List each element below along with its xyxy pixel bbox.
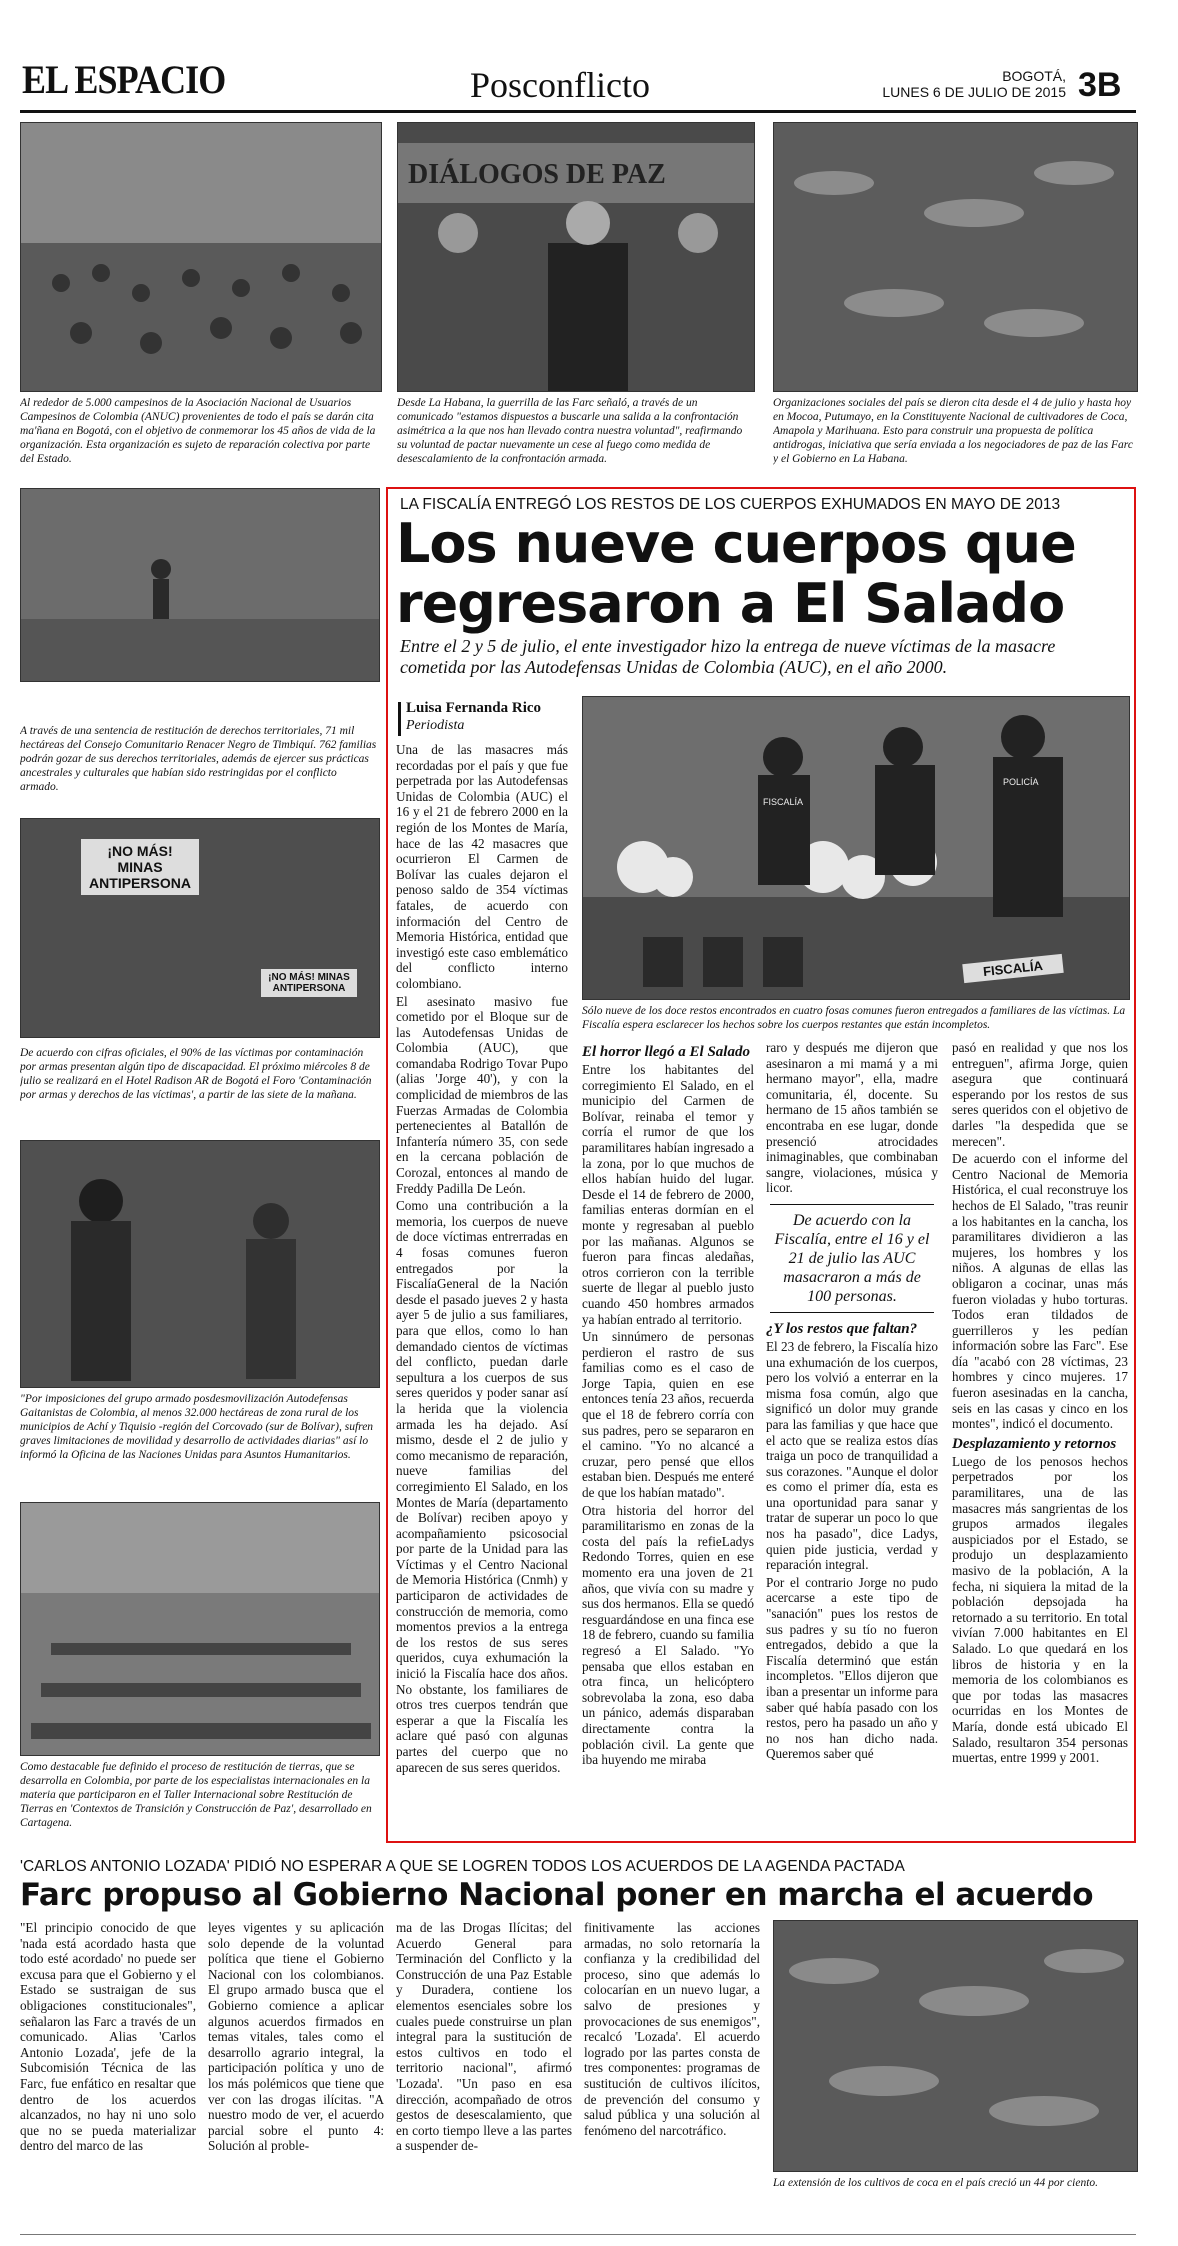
bottom-col-2: leyes vigentes y su aplicación solo depende de la voluntad política que tiene el Gobierno Nacional con los colombianos. El grupo armado busca que el Gobierno comience a aplicar algunos acuerdos firmados en temas vitales, tales como el desarrollo agrario integral, la participación política y uno de los más polémicos que tiene que ver con las drogas ilícitas. "A nuestro modo de ver, el acuerdo parcial sobre el punto 4: Solución al proble- [208, 1920, 384, 2154]
bottom-title: Farc propuso al Gobierno Nacional poner en marcha el acuerdo [20, 1877, 1094, 1913]
author-name: Luisa Fernanda Rico [406, 700, 542, 716]
paragraph: Una de las masacres más recordadas por el país y que fue perpetrada por las Autodefensas Unidas de Colombia (AUC) el 16 y el 21 de febrero 2000 en la región de los Montes de María, hace de las 42 masacres que ocurrieron El Carmen de Bolívar las cuales dejaron el penoso saldo de 354 víctimas fatales, de acuerdo con información del Centro de Memoria Histórica, entidad que investigó este caso emblemático del conflicto interno colombiano. [396, 742, 568, 991]
section-title: Posconflicto [470, 65, 650, 105]
caption-entrega-restos: Sólo nueve de los doce restos encontrados en cuatro fosas comunes fueron entregados a familiares de las víctimas. La Fiscalía espera esclarecer los hechos sobre los cuerpos restantes que están incompletos. [582, 1005, 1126, 1031]
photo-cultivos-coca [773, 1920, 1138, 2172]
paragraph: De acuerdo con el informe del Centro Nacional de Memoria Histórica, el cual reconstruye los hechos de El Salado, "tras reunir a los habitantes en la cancha, los paramilitares dividieron a las mujeres, los hombres y los niños. A algunas de ellas las obligaron a cocinar, unas más fueron violadas y hubo torturas. Todos eran tildados de guerrilleros y les pedían información sobre las Farc". Ese día "acabó con 28 víctimas, 23 hombres y cinco mujeres. 17 fueron asesinadas en la cancha, seis en las casas y cinco en los montes", indicó el documento. [952, 1151, 1128, 1432]
tape-label: FISCALÍA [962, 954, 1063, 983]
article-col-1 [396, 742, 568, 1838]
subhead-horror: El horror llegó a El Salado [582, 1044, 750, 1060]
header-rule [20, 110, 1136, 113]
paragraph: Como una contribución a la memoria, los cuerpos de nueve de doce víctimas entrerradas en 4 fosas comunes fueron entregados por la FiscalíaGeneral de la Nación desde el pasado jueves 2 y hasta ayer 5 de julio a sus familiares, para que ellos, como lo han demandado cientos de víctimas del conflicto, puedan darle sepultura a los cuerpos de sus seres queridos y poder sanar así la herida que la violencia armada les ha dejado. Así mismo, desde el 2 de julio y como mecanismo de reparación, nueve familias del corregimiento El Salado, en los Montes de María (departamento de Bolívar) reciben apoyo y acompañamiento psicosocial por parte de la Unidad para las Víctimas y el Centro Nacional de Memoria Histórica (Cnmh) y participaron de actividades de construcción de memoria, como momentos previos a la entrega de los restos de sus seres queridos, cuya exhumación la inició la Fiscalía hace dos años. No obstante, los familiares de otros tres cuerpos tendrán que esperar a que la Fiscalía les aclare qué pasó con algunas partes del cuerpo que no aparecen de sus seres queridos. [396, 1198, 568, 1775]
photo-coca-plants [773, 122, 1138, 392]
subhead-desplazamiento: Desplazamiento y retornos [952, 1435, 1117, 1452]
footer-rule [20, 2234, 1136, 2235]
byline-rule [398, 702, 401, 736]
photo-campesinos [20, 122, 382, 392]
caption-campesinos: Al rededor de 5.000 campesinos de la Asociación Nacional de Usuarios Campesinos de Colombia (ANUC) provenientes de todo el país se darán cita ma'ñana en Bogotá, con el objetivo de conmemorar los 45 años de vida de la organización. Esta organización es sujeto de reparación colectiva por parte del Estado. [20, 397, 376, 465]
bottom-col-1: "El principio conocido de que 'nada está acordado hasta que todo esté acordado' no puede ser excusa para que el Gobierno y el Estado se sustraigan de sus obligaciones constitucionales", señalaron las Farc a través de un comunicado. Alias 'Carlos Antonio Lozada', jefe de la Subcomisión Técnica de las Farc, fue enfático en resaltar que dentro de los acuerdos alcanzados, no hay ni uno solo que no se pueda materializar dentro del marco de las [20, 1920, 196, 2154]
photo-minas [20, 818, 380, 1038]
paragraph: El asesinato masivo fue cometido por el Bloque sur de las Autodefensas Unidas de Colombia (AUC), que comandaba Rodrigo Tovar Pupo (alias 'Jorge 40'), y con la complicidad de miembros de las Fuerzas Armadas de Colombia pertenecientes al Batallón de Infantería número 35, con sede en la cercana población de Corozal, entonces al mando de Freddy Padilla De León. [396, 993, 568, 1196]
paragraph: Otra historia del horror del paramilitarismo en zonas de la costa del país la refieLadys Redondo Torres, quien en ese momento era una joven de 21 años, que vivía con su madre y sus dos hermanos. Ella se quedó resguardándose en una finca ese 18 de febrero, cuando su familia regresó a El Salado. "Yo pensaba que ellos estaban en otra finca, un helicóptero sobrevolaba la zona, eso daba un pánico, además disparaban directamente contra la población civil. La gente que iba huyendo me miraba [582, 1502, 754, 1768]
caption-autodefensas: "Por imposiciones del grupo armado posdesmovilización Autodefensas Gaitanistas de Colombia, al menos 32.000 hectáreas de zona rural de los municipios de Achí y Tiquisio -región del Corcovado (sur de Bolívar), sufren graves limitaciones de movilidad y desarrollo de actividades diarias" así lo informó la Oficina de las Naciones Unidas para Asuntos Humanitarios. [20, 1393, 374, 1461]
bottom-col-3: ma de las Drogas Ilícitas; del Acuerdo General para Terminación del Conflicto y la Construcción de una Paz Estable y Duradera, contiene los elementos esenciales sobre los cuales puede construirse un plan integral para la sustitución de estos cultivos en todo el territorio nacional", afirmó 'Lozada'. "Un paso en esa dirección, acompañado de otros gestos de desescalamiento, que en corto tiempo lleve a las partes a suspender de- [396, 1920, 572, 2154]
bottom-col-4: finitivamente las acciones armadas, no solo retornaría la confianza y la credibilidad del proceso, sino que además lo colocarían en un nuevo lugar, a salvo de presiones y provocaciones de sus enemigos", recalcó 'Lozada'. El acuerdo logrado por las partes consta de tres componentes: programas de sustitución de cultivos ilícitos, de prevención del consumo y salud pública y una solución al fenómeno del narcotráfico. [584, 1920, 760, 2138]
vest-label-policia: POLICÍA [1003, 777, 1039, 787]
header-date: LUNES 6 DE JULIO DE 2015 [882, 84, 1066, 100]
article-kicker: LA FISCALÍA ENTREGÓ LOS RESTOS DE LOS CUERPOS EXHUMADOS EN MAYO DE 2013 [400, 496, 1061, 513]
photo-entrega-restos [582, 696, 1130, 1000]
article-title-line2: regresaron a El Salado [396, 572, 1065, 635]
vest-label-fiscalia: FISCALÍA [763, 797, 804, 807]
paragraph: raro y después me dijeron que asesinaron a mi mamá y a mi hermano mayor", ella, madre comunitaria, él, docente. Su hermano de 15 años también se encontraba en ese lugar, donde presenció atrocidades inimaginables, que combinaban sangre, violaciones, música y licor. [766, 1040, 938, 1196]
photo-farc-press [397, 122, 755, 392]
header-city: BOGOTÁ, [1002, 68, 1066, 84]
caption-taller: Como destacable fue definido el proceso de restitución de tierras, que se desarrolla en Colombia, por parte de los especialistas internacionales en la materia que participaron en el Taller Internacional sobre Restitución de Tierras en 'Contextos de Transición y Construcción de Paz', desarrollado en Cartagena. [20, 1761, 372, 1829]
article-col-3 [766, 1040, 938, 1838]
paragraph: Luego de los penosos hechos perpetrados por los paramilitares, una de las masacres más sangrientas de los grupos armados ilegales auspiciados por el Estado, se produjo un desplazamiento masivo de la población, A la fecha, ni siquiera la mitad de la población depsojada ha retornado a su territorio. En total vivían 7.000 habitantes en El Salado. Lo que quedará en los libros de historia y en la memoria de los colombianos es que por todas las masacres ocurridas en los Montes de María, donde está ubicado El Salado, resultaron 354 personas muertas, entre 1999 y 2001. [952, 1453, 1128, 1766]
paragraph: Por el contrario Jorge no pudo acercarse a este tipo de "sanación" pues los restos de sus padres y su tío no fueron entregados, debido a que la Fiscalía determinó que están incompletos. "Ellos dijeron que iban a presentar un informe para saber qué había pasado con los restos, pero ha pasado un año y no nos han dicho nada. Queremos saber qué [766, 1574, 938, 1762]
article-title [396, 514, 1136, 634]
article-col-4 [952, 1040, 1128, 1838]
paragraph: El 23 de febrero, la Fiscalía hizo una exhumación de los cuerpos, pero los volvió a enterrar en la misma fosa común, algo que significó un dolor muy grande para las familias y que hace que el acto que se realiza estos días traiga un poco de tranquilidad a sus corazones. "Aunque el dolor es como el primer día, esta es una oportunidad para sanar y tratar de superar un poco lo que nos ha pasado", dice Ladys, quien pide justicia, verdad y reparación integral. [766, 1338, 938, 1573]
paragraph: Un sinnúmero de personas perdieron el rastro de sus familias como es el caso de Jorge Tapia, quien en ese entonces tenía 23 años, recuerda que el 18 de febrero corría con sus padres, pero se separaron en el camino. "Yo no alcancé a cruzar, pero pensé que ellos estaban bien. Después me enteré de que los habían matado". [582, 1329, 754, 1501]
caption-minas: De acuerdo con cifras oficiales, el 90% de las víctimas por contaminación por armas presentan algún tipo de discapacidad. El próximo miércoles 8 de julio se realizará en el Hotel Radison AR de Bogotá el Foro 'Contaminación por armas y derechos de las víctimas', a partir de las siete de la mañana. [20, 1047, 372, 1101]
photo-autodefensas [20, 1140, 380, 1388]
caption-restitucion: A través de una sentencia de restitución de derechos territoriales, 71 mil hectáreas del Consejo Comunitario Renacer Negro de Timbiquí. 762 familias podrán gozar de sus derechos territoriales, además de ejercer sus prácticas ancestrales y culturales que habían sido restringidas por el conflicto armado. [20, 725, 377, 793]
photo-restitucion [20, 488, 380, 682]
caption-cultivos-coca: La extensión de los cultivos de coca en el país creció un 44 por ciento. [773, 2177, 1099, 2189]
paragraph: pasó en realidad y que nos los entreguen", afirma Jorge, quien asegura que continuará esperando por los restos de sus seres queridos con el objetivo de darles "la despedida que se merecen". [952, 1040, 1128, 1149]
article-dek: Entre el 2 y 5 de julio, el ente investigador hizo la entrega de nueve víctimas de la masacre cometida por las Autodefensas Unidas de Colombia (AUC), en el año 2000. [400, 636, 1056, 677]
photo-taller [20, 1502, 380, 1756]
caption-coca-plants: Organizaciones sociales del país se dieron cita desde el 4 de julio y hasta hoy en Mocoa, Putumayo, en la Constituyente Nacional de cultivadores de Coca, Amapola y Marihuana. Esto para construir una propuesta de política antidrogas, iniciativa que sería enviada a los negociadores de paz de las Farc y el Gobierno en La Habana. [773, 397, 1133, 465]
caption-farc-press: Desde La Habana, la guerrilla de las Farc señaló, a través de un comunicado "estamos dispuestos a buscarle una salida a la confrontación asimétrica a la que nos han llevado contra nuestra voluntad", reafirmando su voluntad de pactar nuevamente un cese al fuego como medida de desescalamiento de la confrontación armada. [397, 397, 743, 465]
bottom-kicker: 'CARLOS ANTONIO LOZADA' PIDIÓ NO ESPERAR A QUE SE LOGREN TODOS LOS ACUERDOS DE LA AGENDA PACTADA [20, 1858, 905, 1875]
article-title-line1: Los nueve cuerpos que [396, 512, 1076, 575]
article-col-2 [582, 1040, 754, 1838]
sign-no-mas-2: ¡NO MÁS! MINAS ANTIPERSONA [261, 969, 357, 997]
pull-quote: De acuerdo con la Fiscalía, entre el 16 y el 21 de julio las AUC masacraron a más de 100 personas. [770, 1204, 934, 1313]
author-role: Periodista [406, 718, 465, 733]
sign-no-mas: ¡NO MÁS! MINAS ANTIPERSONA [81, 839, 199, 895]
subhead-restos: ¿Y los restos que faltan? [766, 1320, 918, 1337]
paragraph: Entre los habitantes del corregimiento El Salado, en el municipio del Carmen de Bolívar, reinaba el temor y corría el rumor de que los paramilitares habían ingresado a la zona, por lo que muchos de ellos habían huido del lugar. Desde el 14 de febrero de 2000, familias enteras dormían en el monte y regresaban al pueblo por las mañanas. Algunos se fueron para fincas aledañas, otros corrieron con la terrible suerte de llegar al pueblo justo cuando 450 hombres armados ya habían entrado al territorio. [582, 1062, 754, 1327]
banner-dialogos: DIÁLOGOS DE PAZ [408, 159, 666, 190]
newspaper-logo: EL ESPACIO [22, 57, 226, 102]
page-number: 3B [1078, 66, 1122, 104]
